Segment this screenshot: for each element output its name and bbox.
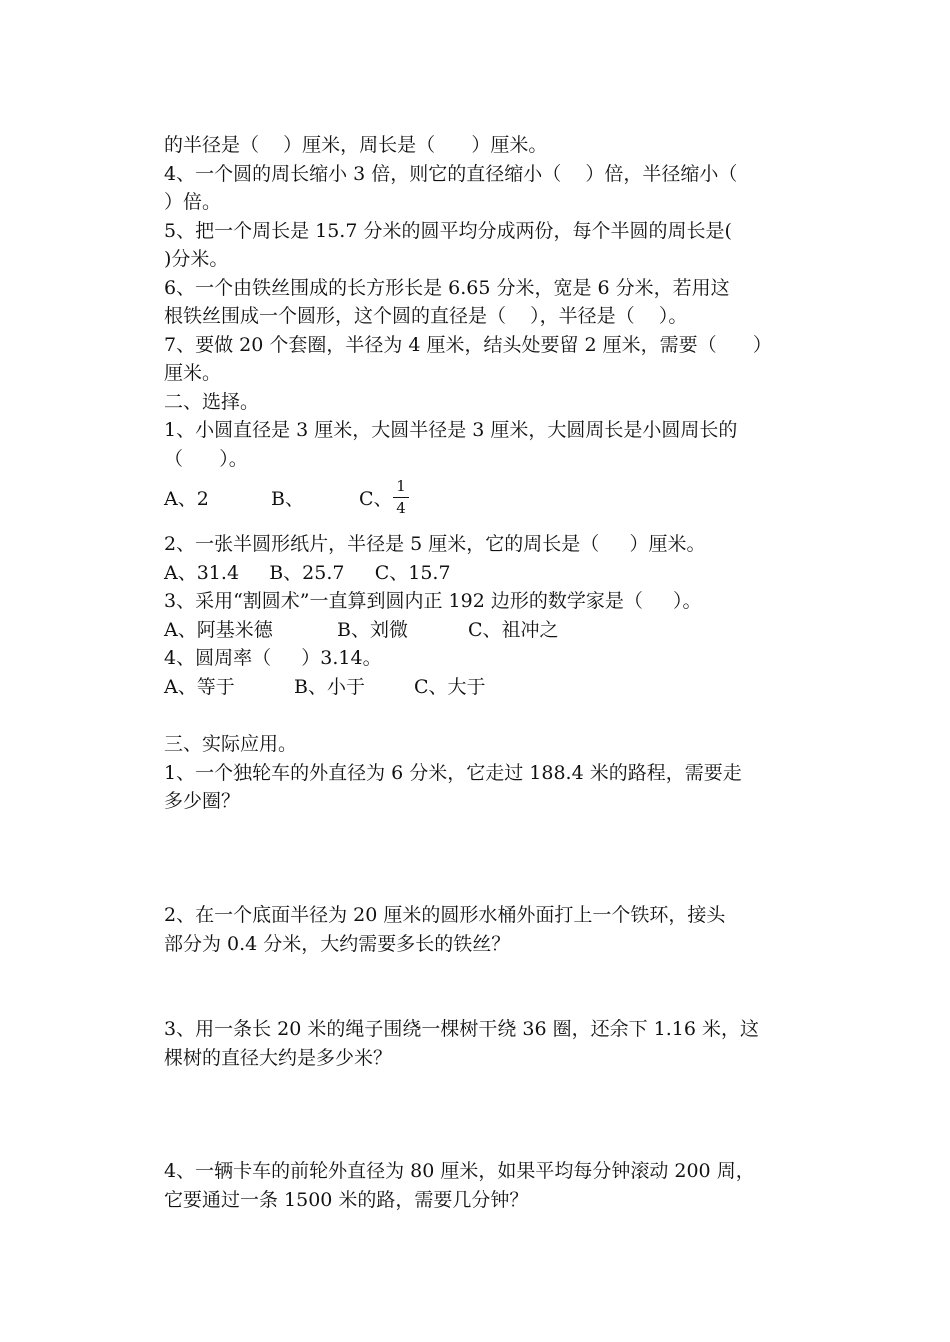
application-problem-1-line2: 多少圈？ — [164, 790, 241, 812]
choice-q2-options: A、31.4 B、25.7 C、15.7 — [164, 562, 451, 584]
choice-q1-option-c: C、 — [359, 488, 393, 510]
fill-question-4-line1: 4、一个圆的周长缩小 3 倍，则它的直径缩小（ ）倍，半径缩小（ — [164, 163, 738, 185]
fraction-bar — [393, 497, 409, 498]
choice-q1-option-a: A、2 — [164, 488, 209, 510]
choice-question-3: 3、采用“割圆术”一直算到圆内正 192 边形的数学家是（ ）。 — [164, 590, 702, 612]
fill-line-radius-circumference: 的半径是（ ）厘米，周长是（ ）厘米。 — [164, 134, 548, 156]
application-problem-3-line1: 3、用一条长 20 米的绳子围绕一棵树干绕 36 圈，还余下 1.16 米，这 — [164, 1018, 759, 1040]
choice-q4-option-b: B、小于 — [294, 676, 365, 698]
choice-q4-option-c: C、大于 — [414, 676, 486, 698]
choice-q3-option-a: A、阿基米德 — [164, 619, 273, 641]
fill-question-6-line2: 根铁丝围成一个圆形，这个圆的直径是（ ），半径是（ ）。 — [164, 305, 688, 327]
choice-q3-option-b: B、刘微 — [337, 619, 408, 641]
application-problem-1-line1: 1、一个独轮车的外直径为 6 分米，它走过 188.4 米的路程，需要走 — [164, 762, 742, 784]
fill-question-6-line1: 6、一个由铁丝围成的长方形长是 6.65 分米，宽是 6 分米，若用这 — [164, 277, 730, 299]
fraction-one-quarter — [393, 478, 409, 517]
choice-question-4: 4、圆周率（ ）3.14。 — [164, 647, 382, 669]
application-problem-3-line2: 棵树的直径大约是多少米？ — [164, 1047, 393, 1069]
choice-question-1-line1: 1、小圆直径是 3 厘米，大圆半径是 3 厘米，大圆周长是小圆周长的 — [164, 419, 738, 441]
fill-question-5-line2: )分米。 — [164, 248, 229, 270]
application-problem-4-line2: 它要通过一条 1500 米的路，需要几分钟？ — [164, 1189, 529, 1211]
choice-q3-option-c: C、祖冲之 — [468, 619, 559, 641]
choice-q1-option-b: B、 — [271, 488, 304, 510]
fraction-denominator: 4 — [396, 499, 406, 517]
fraction-numerator: 1 — [396, 477, 406, 495]
fill-question-7-line1: 7、要做 20 个套圈，半径为 4 厘米，结头处要留 2 厘米，需要（ ） — [164, 334, 772, 356]
choice-question-1-line2: （ ）。 — [164, 448, 248, 470]
application-problem-4-line1: 4、一辆卡车的前轮外直径为 80 厘米，如果平均每分钟滚动 200 周， — [164, 1160, 755, 1182]
choice-question-2: 2、一张半圆形纸片，半径是 5 厘米，它的周长是（ ）厘米。 — [164, 533, 706, 555]
application-problem-2-line1: 2、在一个底面半径为 20 厘米的圆形水桶外面打上一个铁环，接头 — [164, 904, 726, 926]
section-heading-choice: 二、选择。 — [164, 391, 260, 413]
fill-question-5-line1: 5、把一个周长是 15.7 分米的圆平均分成两份，每个半圆的周长是( — [164, 220, 732, 242]
fill-question-7-line2: 厘米。 — [164, 362, 222, 384]
choice-q4-option-a: A、等于 — [164, 676, 235, 698]
fill-question-4-line2: ）倍。 — [164, 191, 222, 213]
section-heading-application: 三、实际应用。 — [164, 733, 298, 755]
application-problem-2-line2: 部分为 0.4 分米，大约需要多长的铁丝？ — [164, 933, 511, 955]
